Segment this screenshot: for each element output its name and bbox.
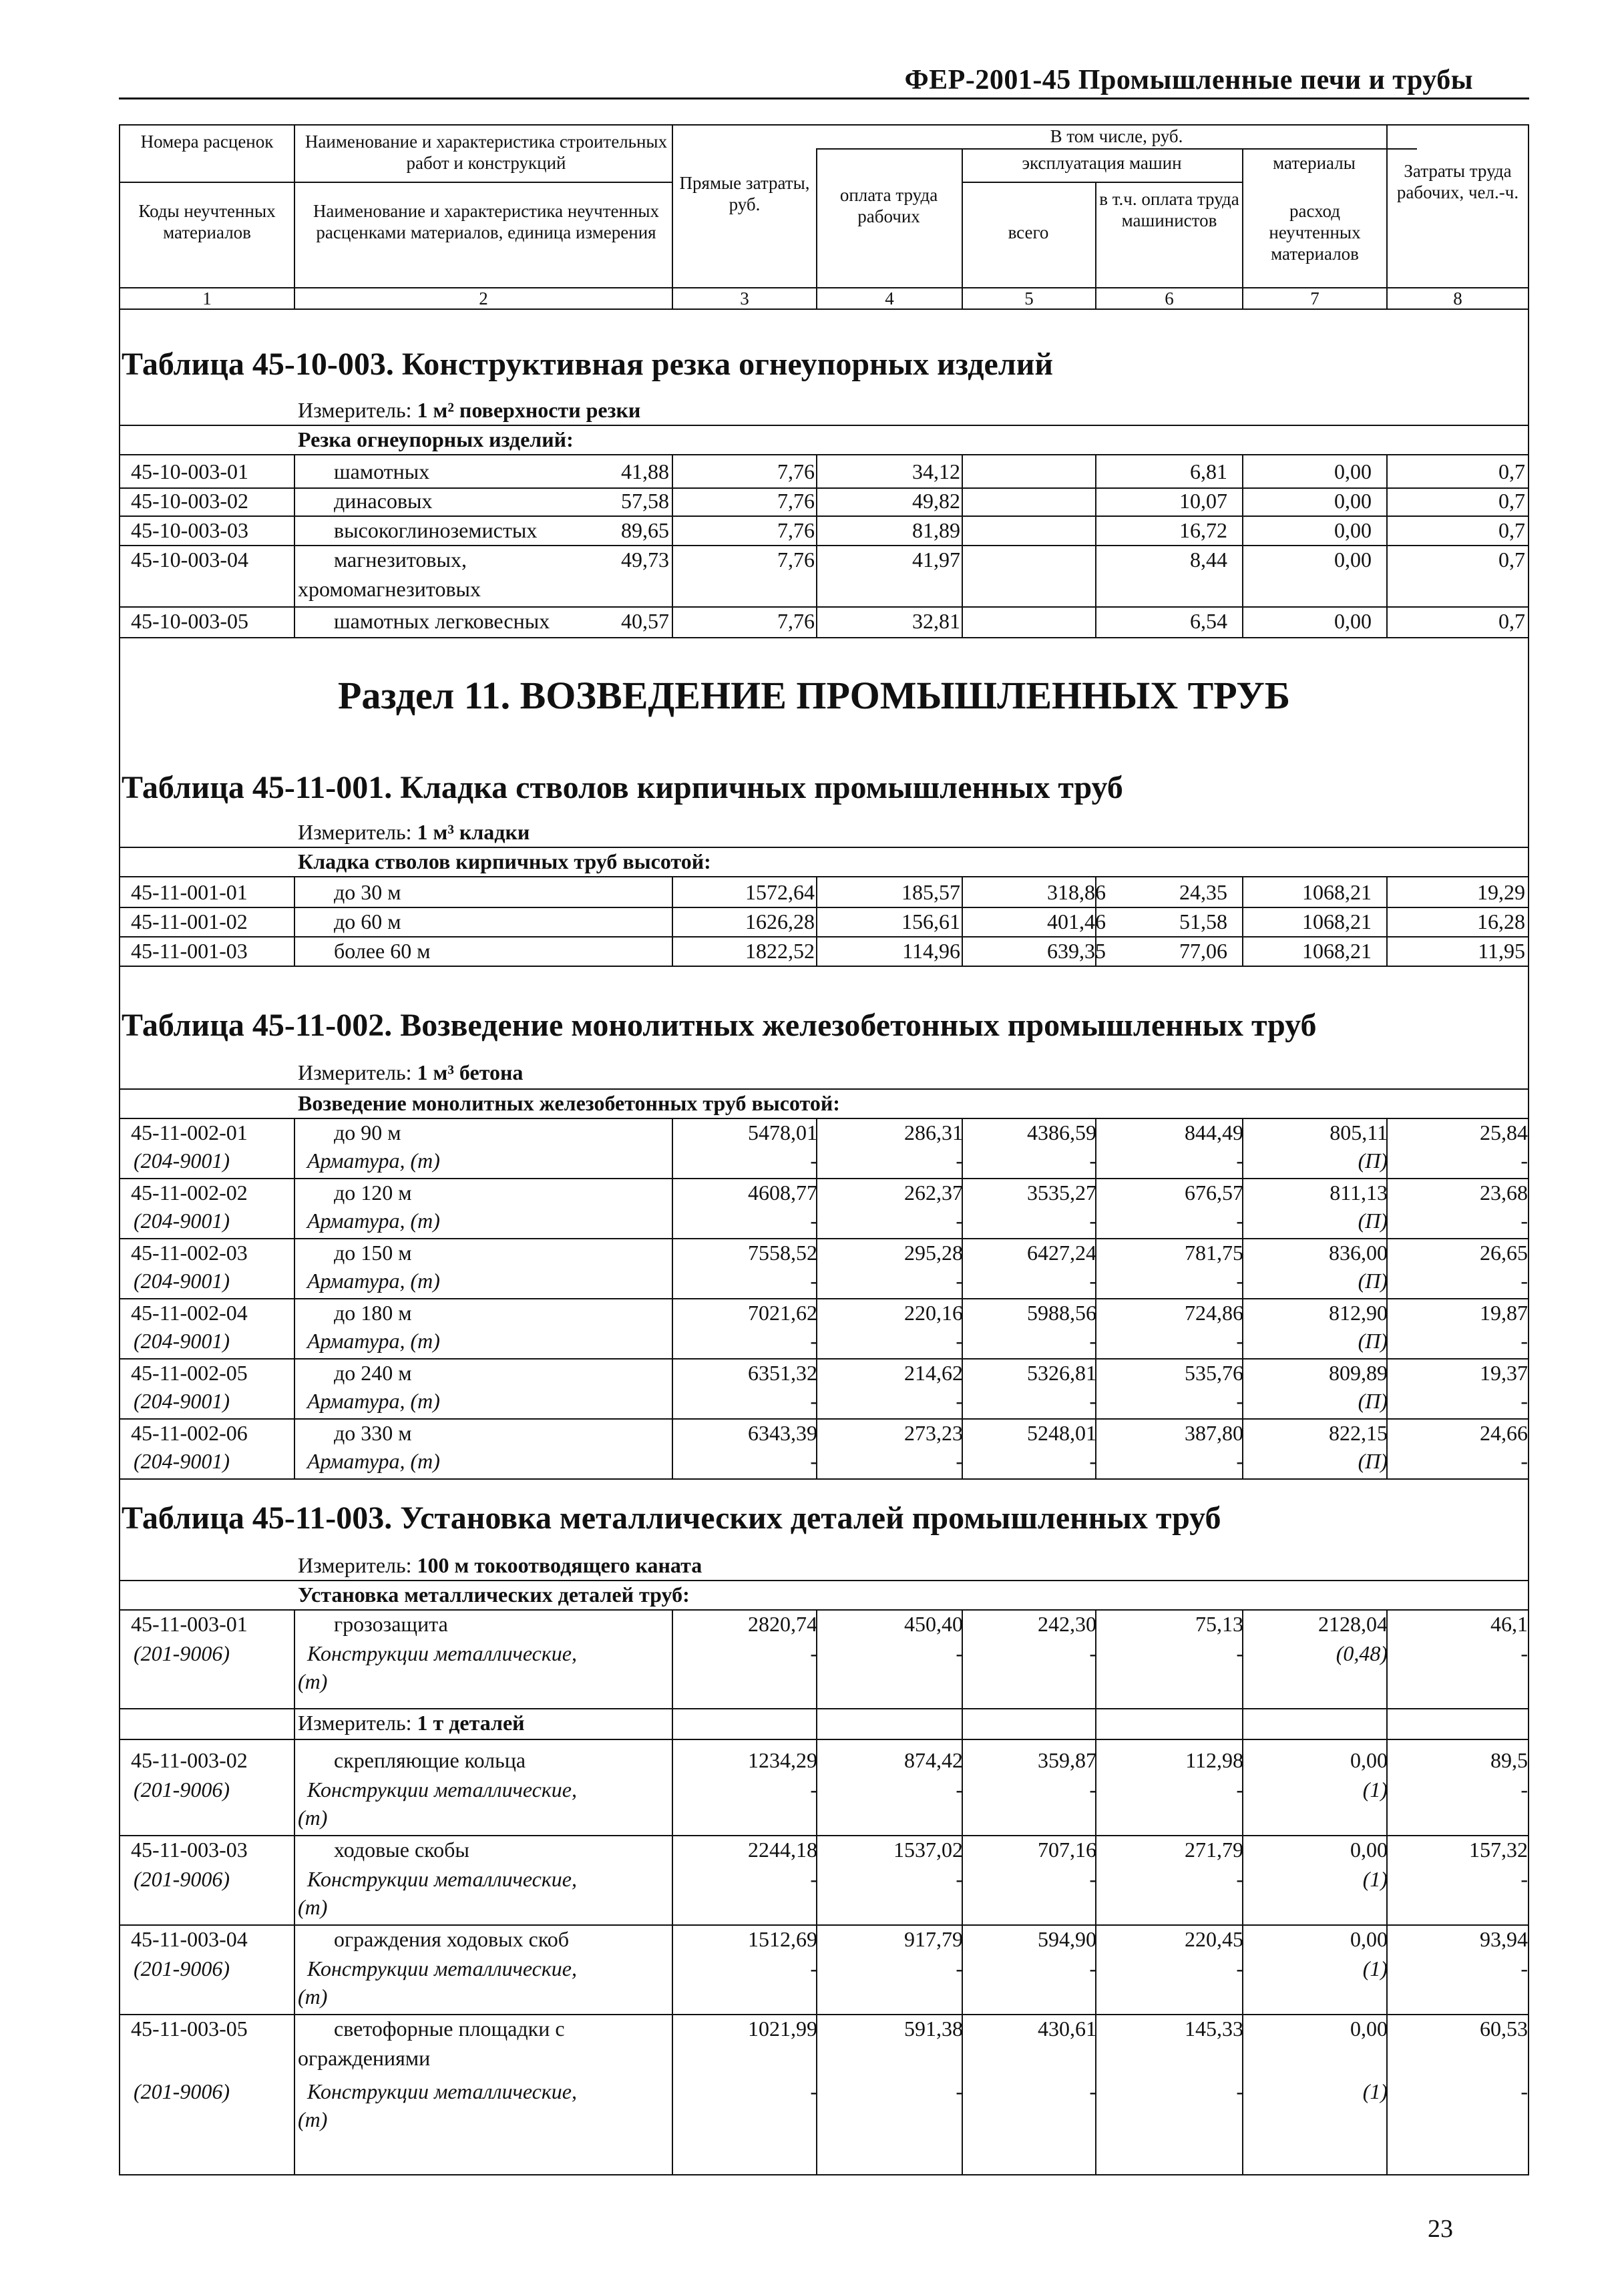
labor-hours: -	[1520, 1149, 1528, 1173]
machinists-pay: 781,75	[1185, 1241, 1243, 1265]
col5-header: всего	[1008, 222, 1049, 242]
material-name: Арматура, (т)	[307, 1209, 440, 1233]
labor-pay: 220,16	[904, 1301, 963, 1325]
col-number: 5	[1024, 288, 1034, 308]
material-code: (201-9006)	[134, 1778, 230, 1802]
materials: 0,00	[1334, 489, 1372, 513]
materials: (1)	[1362, 1778, 1388, 1802]
material-name: Арматура, (т)	[307, 1449, 440, 1473]
labor-pay: -	[956, 1329, 963, 1353]
machinists-pay: 16,72	[1179, 518, 1227, 542]
labor-pay: -	[956, 1149, 963, 1173]
labor-pay: -	[956, 1641, 963, 1665]
direct-costs: -	[810, 1209, 817, 1233]
rate-code: 45-11-002-02	[131, 1181, 248, 1205]
machines-total: -	[1089, 1269, 1096, 1293]
machines-total: 401,46	[1047, 909, 1106, 933]
labor-hours: -	[1520, 1956, 1528, 1981]
machinists-pay: -	[1236, 1269, 1243, 1293]
materials: 836,00	[1329, 1241, 1388, 1265]
direct-costs: 1021,99	[748, 2017, 817, 2041]
material-code: (201-9006)	[134, 1641, 230, 1665]
machines-total: 6427,24	[1027, 1241, 1096, 1265]
work-name-cont: хромомагнезитовых	[298, 577, 481, 601]
labor-pay: 273,23	[904, 1421, 963, 1445]
rate-code: 45-11-002-01	[131, 1120, 248, 1144]
machines-total: -	[1089, 1641, 1096, 1665]
materials: 2128,04	[1318, 1612, 1388, 1636]
material-code: (204-9001)	[134, 1149, 230, 1173]
labor-pay: -	[956, 2079, 963, 2103]
direct-costs: 40,57	[621, 609, 669, 633]
rate-code: 45-11-003-04	[131, 1927, 248, 1951]
labor-hours: 0,7	[1498, 489, 1525, 513]
direct-costs: 49,73	[621, 548, 669, 572]
materials: 1068,21	[1302, 939, 1372, 963]
machines-total: 242,30	[1038, 1612, 1096, 1636]
work-name: шамотных	[334, 459, 430, 483]
work-name: ограждения ходовых скоб	[334, 1927, 570, 1951]
labor-pay: 450,40	[904, 1612, 963, 1636]
machines-total: 41,97	[912, 548, 960, 572]
direct-costs: 1512,69	[748, 1927, 817, 1951]
machines-total: 49,82	[912, 489, 960, 513]
labor-hours: -	[1520, 1329, 1528, 1353]
rate-code: 45-10-003-02	[131, 489, 248, 513]
work-name: до 180 м	[334, 1301, 412, 1325]
group-title: Резка огнеупорных изделий:	[298, 427, 574, 451]
work-name: светофорные площадки с	[334, 2017, 565, 2041]
materials: (П)	[1358, 1269, 1388, 1293]
labor-hours: 23,68	[1480, 1181, 1528, 1205]
labor-pay: 591,38	[904, 2017, 963, 2041]
outer-bottom-border	[119, 2174, 1529, 2175]
machines-header: эксплуатация машин	[1022, 153, 1182, 173]
machines-total: 594,90	[1038, 1927, 1096, 1951]
materials: 0,00	[1334, 609, 1372, 633]
rate-code: 45-11-002-03	[131, 1241, 248, 1265]
labor-hours: 25,84	[1480, 1120, 1528, 1144]
material-name: Арматура, (т)	[307, 1329, 440, 1353]
labor-hours: 19,37	[1480, 1361, 1528, 1385]
machinists-pay: 112,98	[1185, 1748, 1243, 1772]
direct-costs: 41,88	[621, 459, 669, 483]
group-title: Кладка стволов кирпичных труб высотой:	[298, 849, 711, 873]
page-header-title: ФЕР-2001-45 Промышленные печи и трубы	[904, 65, 1473, 95]
labor-hours: 60,53	[1480, 2017, 1528, 2041]
machines-total: 32,81	[912, 609, 960, 633]
machines-total: -	[1089, 1389, 1096, 1413]
materials: 822,15	[1329, 1421, 1388, 1445]
materials: (П)	[1358, 1389, 1388, 1413]
row-separator	[119, 1358, 1529, 1360]
rate-code: 45-11-003-05	[131, 2017, 248, 2041]
materials: 0,00	[1334, 548, 1372, 572]
material-name: Арматура, (т)	[307, 1269, 440, 1293]
labor-pay: 262,37	[904, 1181, 963, 1205]
material-code: (204-9001)	[134, 1449, 230, 1473]
machines-total: 639,35	[1047, 939, 1106, 963]
labor-hours: 11,95	[1478, 939, 1525, 963]
direct-costs: -	[810, 1449, 817, 1473]
labor-pay: 295,28	[904, 1241, 963, 1265]
machinists-pay: 676,57	[1185, 1181, 1243, 1205]
labor-pay: -	[956, 1449, 963, 1473]
machines-total: 5988,56	[1027, 1301, 1096, 1325]
work-name: до 30 м	[334, 880, 401, 904]
machinists-pay: -	[1236, 1867, 1243, 1891]
labor-pay: 7,76	[777, 459, 815, 483]
machines-total: -	[1089, 1149, 1096, 1173]
machinists-pay: 844,49	[1185, 1120, 1243, 1144]
direct-costs: -	[810, 1389, 817, 1413]
labor-hours: -	[1520, 1449, 1528, 1473]
machinists-pay: 75,13	[1195, 1612, 1243, 1636]
machines-total: 318,86	[1047, 880, 1106, 904]
labor-hours: 0,7	[1498, 548, 1525, 572]
labor-hours: -	[1520, 1641, 1528, 1665]
machinists-pay: 271,79	[1185, 1838, 1243, 1862]
direct-costs: -	[810, 1778, 817, 1802]
machinists-pay: -	[1236, 1149, 1243, 1173]
machines-total: -	[1089, 1209, 1096, 1233]
materials: 0,00	[1350, 2017, 1388, 2041]
work-name: скрепляющие кольца	[334, 1748, 526, 1772]
rate-code: 45-11-001-01	[131, 880, 248, 904]
direct-costs: -	[810, 1329, 817, 1353]
row-separator	[119, 1238, 1529, 1239]
group-title: Возведение монолитных железобетонных труб высотой:	[298, 1091, 840, 1115]
labor-pay: 185,57	[901, 880, 960, 904]
measure-line: Измеритель: 1 м² поверхности резки	[298, 398, 641, 422]
materials: 0,00	[1350, 1927, 1388, 1951]
machinists-pay: -	[1236, 2079, 1243, 2103]
machines-total: -	[1089, 1778, 1096, 1802]
header-rule	[119, 97, 1529, 99]
labor-hours: -	[1520, 1209, 1528, 1233]
machinists-pay: 535,76	[1185, 1361, 1243, 1385]
labor-pay: -	[956, 1867, 963, 1891]
material-name: Конструкции металлические,	[307, 1641, 577, 1665]
row-separator	[119, 2014, 1529, 2015]
machinists-pay: 724,86	[1185, 1301, 1243, 1325]
machines-total: 359,87	[1038, 1748, 1096, 1772]
direct-costs: -	[810, 1867, 817, 1891]
materials-header: материалы	[1273, 153, 1356, 173]
col3-header: Прямые затраты, руб.	[679, 173, 810, 214]
machines-total: 5248,01	[1027, 1421, 1096, 1445]
material-name: Конструкции металлические,	[307, 2079, 577, 2103]
labor-hours: -	[1520, 1778, 1528, 1802]
material-unit: (т)	[298, 1806, 328, 1830]
rate-code: 45-11-003-02	[131, 1748, 248, 1772]
materials: 1068,21	[1302, 880, 1372, 904]
work-name: магнезитовых,	[334, 548, 467, 572]
materials: 0,00	[1350, 1838, 1388, 1862]
machinists-pay: 387,80	[1185, 1421, 1243, 1445]
labor-hours: 0,7	[1498, 609, 1525, 633]
direct-costs: 6343,39	[748, 1421, 817, 1445]
labor-hours: 0,7	[1498, 459, 1525, 483]
col4-header: оплата труда рабочих	[839, 185, 938, 226]
labor-pay: 917,79	[904, 1927, 963, 1951]
direct-costs: 57,58	[621, 489, 669, 513]
col-number: 8	[1453, 288, 1462, 308]
col-number: 7	[1310, 288, 1320, 308]
work-name: шамотных легковесных	[334, 609, 550, 633]
rate-code: 45-10-003-03	[131, 518, 248, 542]
group-title: Установка металлических деталей труб:	[298, 1583, 690, 1607]
machinists-pay: 8,44	[1190, 548, 1227, 572]
measure-line: Измеритель: 1 м³ бетона	[298, 1060, 524, 1084]
row-separator	[119, 1835, 1529, 1836]
machines-total: 707,16	[1038, 1838, 1096, 1862]
labor-hours: -	[1520, 1389, 1528, 1413]
col8-header: Затраты труда рабочих, чел.-ч.	[1396, 161, 1519, 202]
col-number: 1	[202, 288, 212, 308]
labor-hours: 24,66	[1480, 1421, 1528, 1445]
labor-pay: 7,76	[777, 609, 815, 633]
machines-total: -	[1089, 1449, 1096, 1473]
direct-costs: 1234,29	[748, 1748, 817, 1772]
labor-pay: 874,42	[904, 1748, 963, 1772]
work-name: высокоглиноземистых	[334, 518, 538, 542]
direct-costs: 1822,52	[745, 939, 815, 963]
direct-costs: 4608,77	[748, 1181, 817, 1205]
machines-total: -	[1089, 1329, 1096, 1353]
materials: (П)	[1358, 1149, 1388, 1173]
rate-code: 45-10-003-04	[131, 548, 248, 572]
direct-costs: 2820,74	[748, 1612, 817, 1636]
material-name: Конструкции металлические,	[307, 1867, 577, 1891]
page-number: 23	[1428, 2215, 1453, 2243]
row-separator	[119, 1708, 1529, 1709]
work-name: ходовые скобы	[334, 1838, 469, 1862]
machinists-pay: 24,35	[1179, 880, 1227, 904]
labor-pay: 7,76	[777, 518, 815, 542]
material-unit: (т)	[298, 1895, 328, 1919]
direct-costs: 1572,64	[745, 880, 815, 904]
machines-total: -	[1089, 1867, 1096, 1891]
machinists-pay: -	[1236, 1956, 1243, 1981]
col2-bottom-header: Наименование и характеристика неучтенных расценками материалов, единица измерения	[313, 201, 660, 242]
material-unit: (т)	[298, 2107, 328, 2131]
material-code: (204-9001)	[134, 1209, 230, 1233]
section-heading: Раздел 11. ВОЗВЕДЕНИЕ ПРОМЫШЛЕННЫХ ТРУБ	[338, 674, 1291, 717]
machines-total: 3535,27	[1027, 1181, 1096, 1205]
material-code: (201-9006)	[134, 1956, 230, 1981]
machinists-pay: 10,07	[1179, 489, 1227, 513]
work-name: до 150 м	[334, 1241, 412, 1265]
material-name: Арматура, (т)	[307, 1389, 440, 1413]
machinists-pay: -	[1236, 1329, 1243, 1353]
work-name: до 330 м	[334, 1421, 412, 1445]
material-unit: (т)	[298, 1669, 328, 1693]
machines-total: 81,89	[912, 518, 960, 542]
table-45-11-003-title: Таблица 45-11-003. Установка металлических деталей промышленных труб	[122, 1500, 1221, 1536]
materials: (1)	[1362, 2079, 1388, 2103]
direct-costs: -	[810, 1269, 817, 1293]
labor-pay: -	[956, 1389, 963, 1413]
machinists-pay: 77,06	[1179, 939, 1227, 963]
col1-top-header: Номера расценок	[140, 132, 274, 152]
machinists-pay: 6,81	[1190, 459, 1227, 483]
labor-pay: 1537,02	[893, 1838, 963, 1862]
col1-bottom-header: Коды неучтенных материалов	[138, 201, 276, 242]
work-name: более 60 м	[334, 939, 431, 963]
measure-line: Измеритель: 100 м токоотводящего каната	[298, 1553, 702, 1577]
materials: (1)	[1362, 1867, 1388, 1891]
machinists-pay: -	[1236, 1778, 1243, 1802]
machines-total: 34,12	[912, 459, 960, 483]
direct-costs: -	[810, 1641, 817, 1665]
materials: (1)	[1362, 1956, 1388, 1981]
labor-pay: 7,76	[777, 548, 815, 572]
row-separator	[119, 1478, 1529, 1480]
direct-costs: 6351,32	[748, 1361, 817, 1385]
machinists-pay: -	[1236, 1389, 1243, 1413]
labor-hours: -	[1520, 2079, 1528, 2103]
materials: 0,00	[1350, 1748, 1388, 1772]
col2-top-header: Наименование и характеристика строительных работ и конструкций	[304, 132, 668, 173]
labor-pay: -	[956, 1209, 963, 1233]
direct-costs: -	[810, 1956, 817, 1981]
material-name: Конструкции металлические,	[307, 1956, 577, 1981]
labor-hours: 26,65	[1480, 1241, 1528, 1265]
labor-hours: -	[1520, 1867, 1528, 1891]
materials: (П)	[1358, 1209, 1388, 1233]
machinists-pay: 220,45	[1185, 1927, 1243, 1951]
machinists-pay: 51,58	[1179, 909, 1227, 933]
machinists-pay: -	[1236, 1641, 1243, 1665]
measure-line-2: Измеритель: 1 т деталей	[298, 1711, 525, 1735]
materials: 0,00	[1334, 518, 1372, 542]
rate-code: 45-11-001-02	[131, 909, 248, 933]
work-name: до 120 м	[334, 1181, 412, 1205]
table-45-11-001-title: Таблица 45-11-001. Кладка стволов кирпичных промышленных труб	[122, 770, 1123, 805]
machinists-pay: -	[1236, 1449, 1243, 1473]
work-name: до 240 м	[334, 1361, 412, 1385]
material-code: (201-9006)	[134, 2079, 230, 2103]
machines-total: 430,61	[1038, 2017, 1096, 2041]
labor-hours: 93,94	[1480, 1927, 1528, 1951]
labor-pay: 7,76	[777, 489, 815, 513]
direct-costs: 7021,62	[748, 1301, 817, 1325]
col-number: 4	[885, 288, 894, 308]
materials: (0,48)	[1336, 1641, 1388, 1665]
work-name: динасовых	[334, 489, 433, 513]
rate-code: 45-11-002-04	[131, 1301, 248, 1325]
direct-costs: 2244,18	[748, 1838, 817, 1862]
materials: 805,11	[1330, 1120, 1388, 1144]
direct-costs: -	[810, 1149, 817, 1173]
materials: (П)	[1358, 1449, 1388, 1473]
row-separator	[119, 1418, 1529, 1420]
direct-costs: 89,65	[621, 518, 669, 542]
labor-hours: 89,5	[1490, 1748, 1528, 1772]
rate-code: 45-11-003-03	[131, 1838, 248, 1862]
rate-code: 45-11-001-03	[131, 939, 248, 963]
work-name: до 60 м	[334, 909, 401, 933]
direct-costs: 7558,52	[748, 1241, 817, 1265]
row-separator	[119, 1739, 1529, 1740]
direct-costs: -	[810, 2079, 817, 2103]
direct-costs: 1626,28	[745, 909, 815, 933]
labor-pay: 214,62	[904, 1361, 963, 1385]
labor-pay: -	[956, 1956, 963, 1981]
direct-costs: 5478,01	[748, 1120, 817, 1144]
rate-code: 45-11-003-01	[131, 1612, 248, 1636]
labor-hours: 46,1	[1490, 1612, 1528, 1636]
labor-hours: 157,32	[1469, 1838, 1528, 1862]
labor-pay: -	[956, 1269, 963, 1293]
machines-total: 4386,59	[1027, 1120, 1096, 1144]
work-name-cont: ограждениями	[298, 2046, 431, 2070]
labor-pay: 114,96	[902, 939, 960, 963]
materials: 0,00	[1334, 459, 1372, 483]
work-name: до 90 м	[334, 1120, 401, 1144]
measure-line: Измеритель: 1 м³ кладки	[298, 820, 530, 844]
machines-total: 5326,81	[1027, 1361, 1096, 1385]
labor-hours: 19,87	[1480, 1301, 1528, 1325]
rate-code: 45-11-002-06	[131, 1421, 248, 1445]
col7-header: расход неучтенных материалов	[1269, 201, 1361, 264]
machinists-pay: 145,33	[1185, 2017, 1243, 2041]
machinists-pay: -	[1236, 1209, 1243, 1233]
material-name: Арматура, (т)	[307, 1149, 440, 1173]
material-code: (204-9001)	[134, 1269, 230, 1293]
rate-code: 45-10-003-05	[131, 609, 248, 633]
materials: (П)	[1358, 1329, 1388, 1353]
machines-total: -	[1089, 2079, 1096, 2103]
material-code: (204-9001)	[134, 1389, 230, 1413]
labor-hours: 0,7	[1498, 518, 1525, 542]
col6-header: в т.ч. оплата труда машинистов	[1099, 189, 1239, 230]
materials: 811,13	[1330, 1181, 1388, 1205]
labor-pay: 286,31	[904, 1120, 963, 1144]
table-45-11-002-title: Таблица 45-11-002. Возведение монолитных железобетонных промышленных труб	[122, 1008, 1317, 1043]
row-separator	[119, 1178, 1529, 1179]
labor-hours: 16,28	[1477, 909, 1525, 933]
col-number: 3	[740, 288, 749, 308]
material-code: (201-9006)	[134, 1867, 230, 1891]
work-name: грозозащита	[334, 1612, 448, 1636]
row-separator	[119, 1924, 1529, 1926]
table-45-10-003-title: Таблица 45-10-003. Конструктивная резка огнеупорных изделий	[122, 347, 1054, 382]
materials: 809,89	[1329, 1361, 1388, 1385]
materials: 812,90	[1329, 1301, 1388, 1325]
material-unit: (т)	[298, 1985, 328, 2009]
machines-total: -	[1089, 1956, 1096, 1981]
material-code: (204-9001)	[134, 1329, 230, 1353]
labor-hours: 19,29	[1477, 880, 1525, 904]
outer-right-border	[1528, 124, 1529, 2175]
col-number: 2	[479, 288, 488, 308]
outer-left-border	[119, 124, 120, 2175]
labor-pay: -	[956, 1778, 963, 1802]
row-separator	[119, 1298, 1529, 1299]
col-number: 6	[1165, 288, 1174, 308]
labor-pay: 156,61	[901, 909, 960, 933]
including-header: В том числе, руб.	[1050, 126, 1183, 146]
materials: 1068,21	[1302, 909, 1372, 933]
rate-code: 45-11-002-05	[131, 1361, 248, 1385]
machinists-pay: 6,54	[1190, 609, 1227, 633]
labor-hours: -	[1520, 1269, 1528, 1293]
material-name: Конструкции металлические,	[307, 1778, 577, 1802]
rate-code: 45-10-003-01	[131, 459, 248, 483]
